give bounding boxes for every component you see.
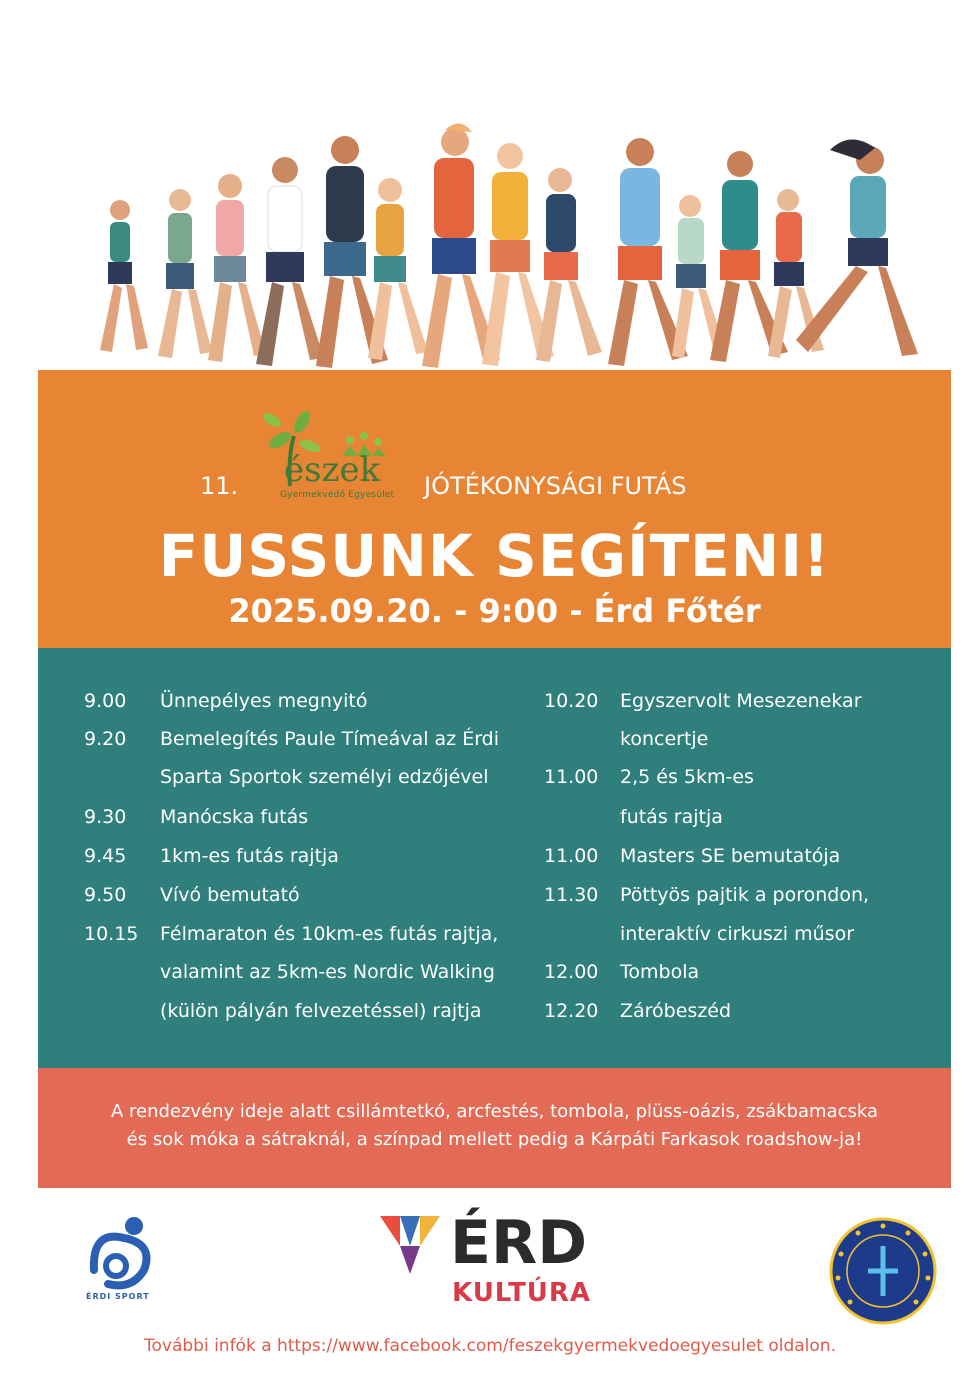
runner-figure [256, 157, 324, 366]
schedule-time: 10.20 [544, 690, 599, 712]
schedule-time: 11.00 [544, 766, 599, 788]
erd-kultura-logo-mark [380, 1216, 440, 1276]
schedule-time: 11.30 [544, 884, 599, 906]
schedule-desc: koncertje [620, 728, 709, 750]
schedule-desc: Félmaraton és 10km-es futás rajtja, [160, 923, 499, 945]
schedule-desc: 1km-es futás rajtja [160, 845, 339, 867]
schedule-desc: 2,5 és 5km-es [620, 766, 754, 788]
runner-figure [208, 174, 266, 362]
kultura-wordmark: KULTÚRA [452, 1278, 592, 1308]
schedule-desc: (külön pályán felvezetéssel) rajtja [160, 1000, 482, 1022]
schedule-desc: Bemelegítés Paule Tímeával az Érdi [160, 728, 500, 750]
schedule-desc: futás rajtja [620, 806, 723, 828]
notice-line: A rendezvény ideje alatt csillámtetkó, arcfestés, tombola, plüss-oázis, zsákbamacska [110, 1101, 879, 1122]
runner-figure [536, 168, 602, 362]
event-subtitle: JÓTÉKONYSÁGI FUTÁS [424, 472, 687, 500]
event-notice [48, 1098, 941, 1154]
schedule-desc: interaktív cirkuszi műsor [620, 923, 855, 945]
schedule-time: 9.00 [84, 690, 127, 712]
schedule-time: 9.30 [84, 806, 127, 828]
schedule-time: 11.00 [544, 845, 599, 867]
erdi-sport-logo [84, 1210, 174, 1300]
schedule-time: 9.20 [84, 728, 127, 750]
schedule-time: 12.20 [544, 1000, 599, 1022]
runner-figure [368, 178, 428, 360]
event-dateline: 2025.09.20. - 9:00 - Érd Főtér [228, 592, 761, 630]
schedule-time: 9.50 [84, 884, 127, 906]
erdi-sport-label: ÉRDI SPORT [86, 1292, 150, 1301]
schedule-desc: Ünnepélyes megnyitó [160, 690, 368, 712]
event-headline: FUSSUNK SEGÍTENI! [158, 522, 831, 590]
feszek-logo-tagline: Gyermekvédő Egyesület [280, 490, 395, 500]
schedule-time: 9.45 [84, 845, 127, 867]
feszek-logo-word: észek [284, 450, 381, 490]
schedule-time: 10.15 [84, 923, 139, 945]
ambulance-seal-logo [828, 1216, 938, 1326]
schedule-desc: Masters SE bemutatója [620, 845, 841, 867]
schedule-desc: Pöttyös pajtik a porondon, [620, 884, 870, 906]
schedule-desc: Záróbeszéd [620, 1000, 732, 1022]
schedule-desc: Tombola [620, 961, 700, 983]
schedule-desc: Egyszervolt Mesezenekar [620, 690, 862, 712]
runner-figure [158, 189, 212, 358]
footer-info: További infók a https://www.facebook.com/feszekgyermekvedoegyesulet oldalon. [143, 1336, 836, 1356]
erd-wordmark: ÉRD [450, 1208, 587, 1278]
runners-illustration [60, 120, 940, 375]
schedule-desc: valamint az 5km-es Nordic Walking [160, 961, 495, 983]
schedule-desc: Vívó bemutató [160, 884, 300, 906]
runner-figure [796, 139, 918, 356]
schedule-desc: Sparta Sportok személyi edzőjével [160, 766, 489, 788]
schedule-desc: Manócska futás [160, 806, 309, 828]
notice-line: és sok móka a sátraknál, a színpad mellett pedig a Kárpáti Farkasok roadshow-ja! [126, 1129, 863, 1150]
runner-figure [100, 200, 148, 352]
edition-number: 11. [200, 472, 239, 500]
schedule-time: 12.00 [544, 961, 599, 983]
